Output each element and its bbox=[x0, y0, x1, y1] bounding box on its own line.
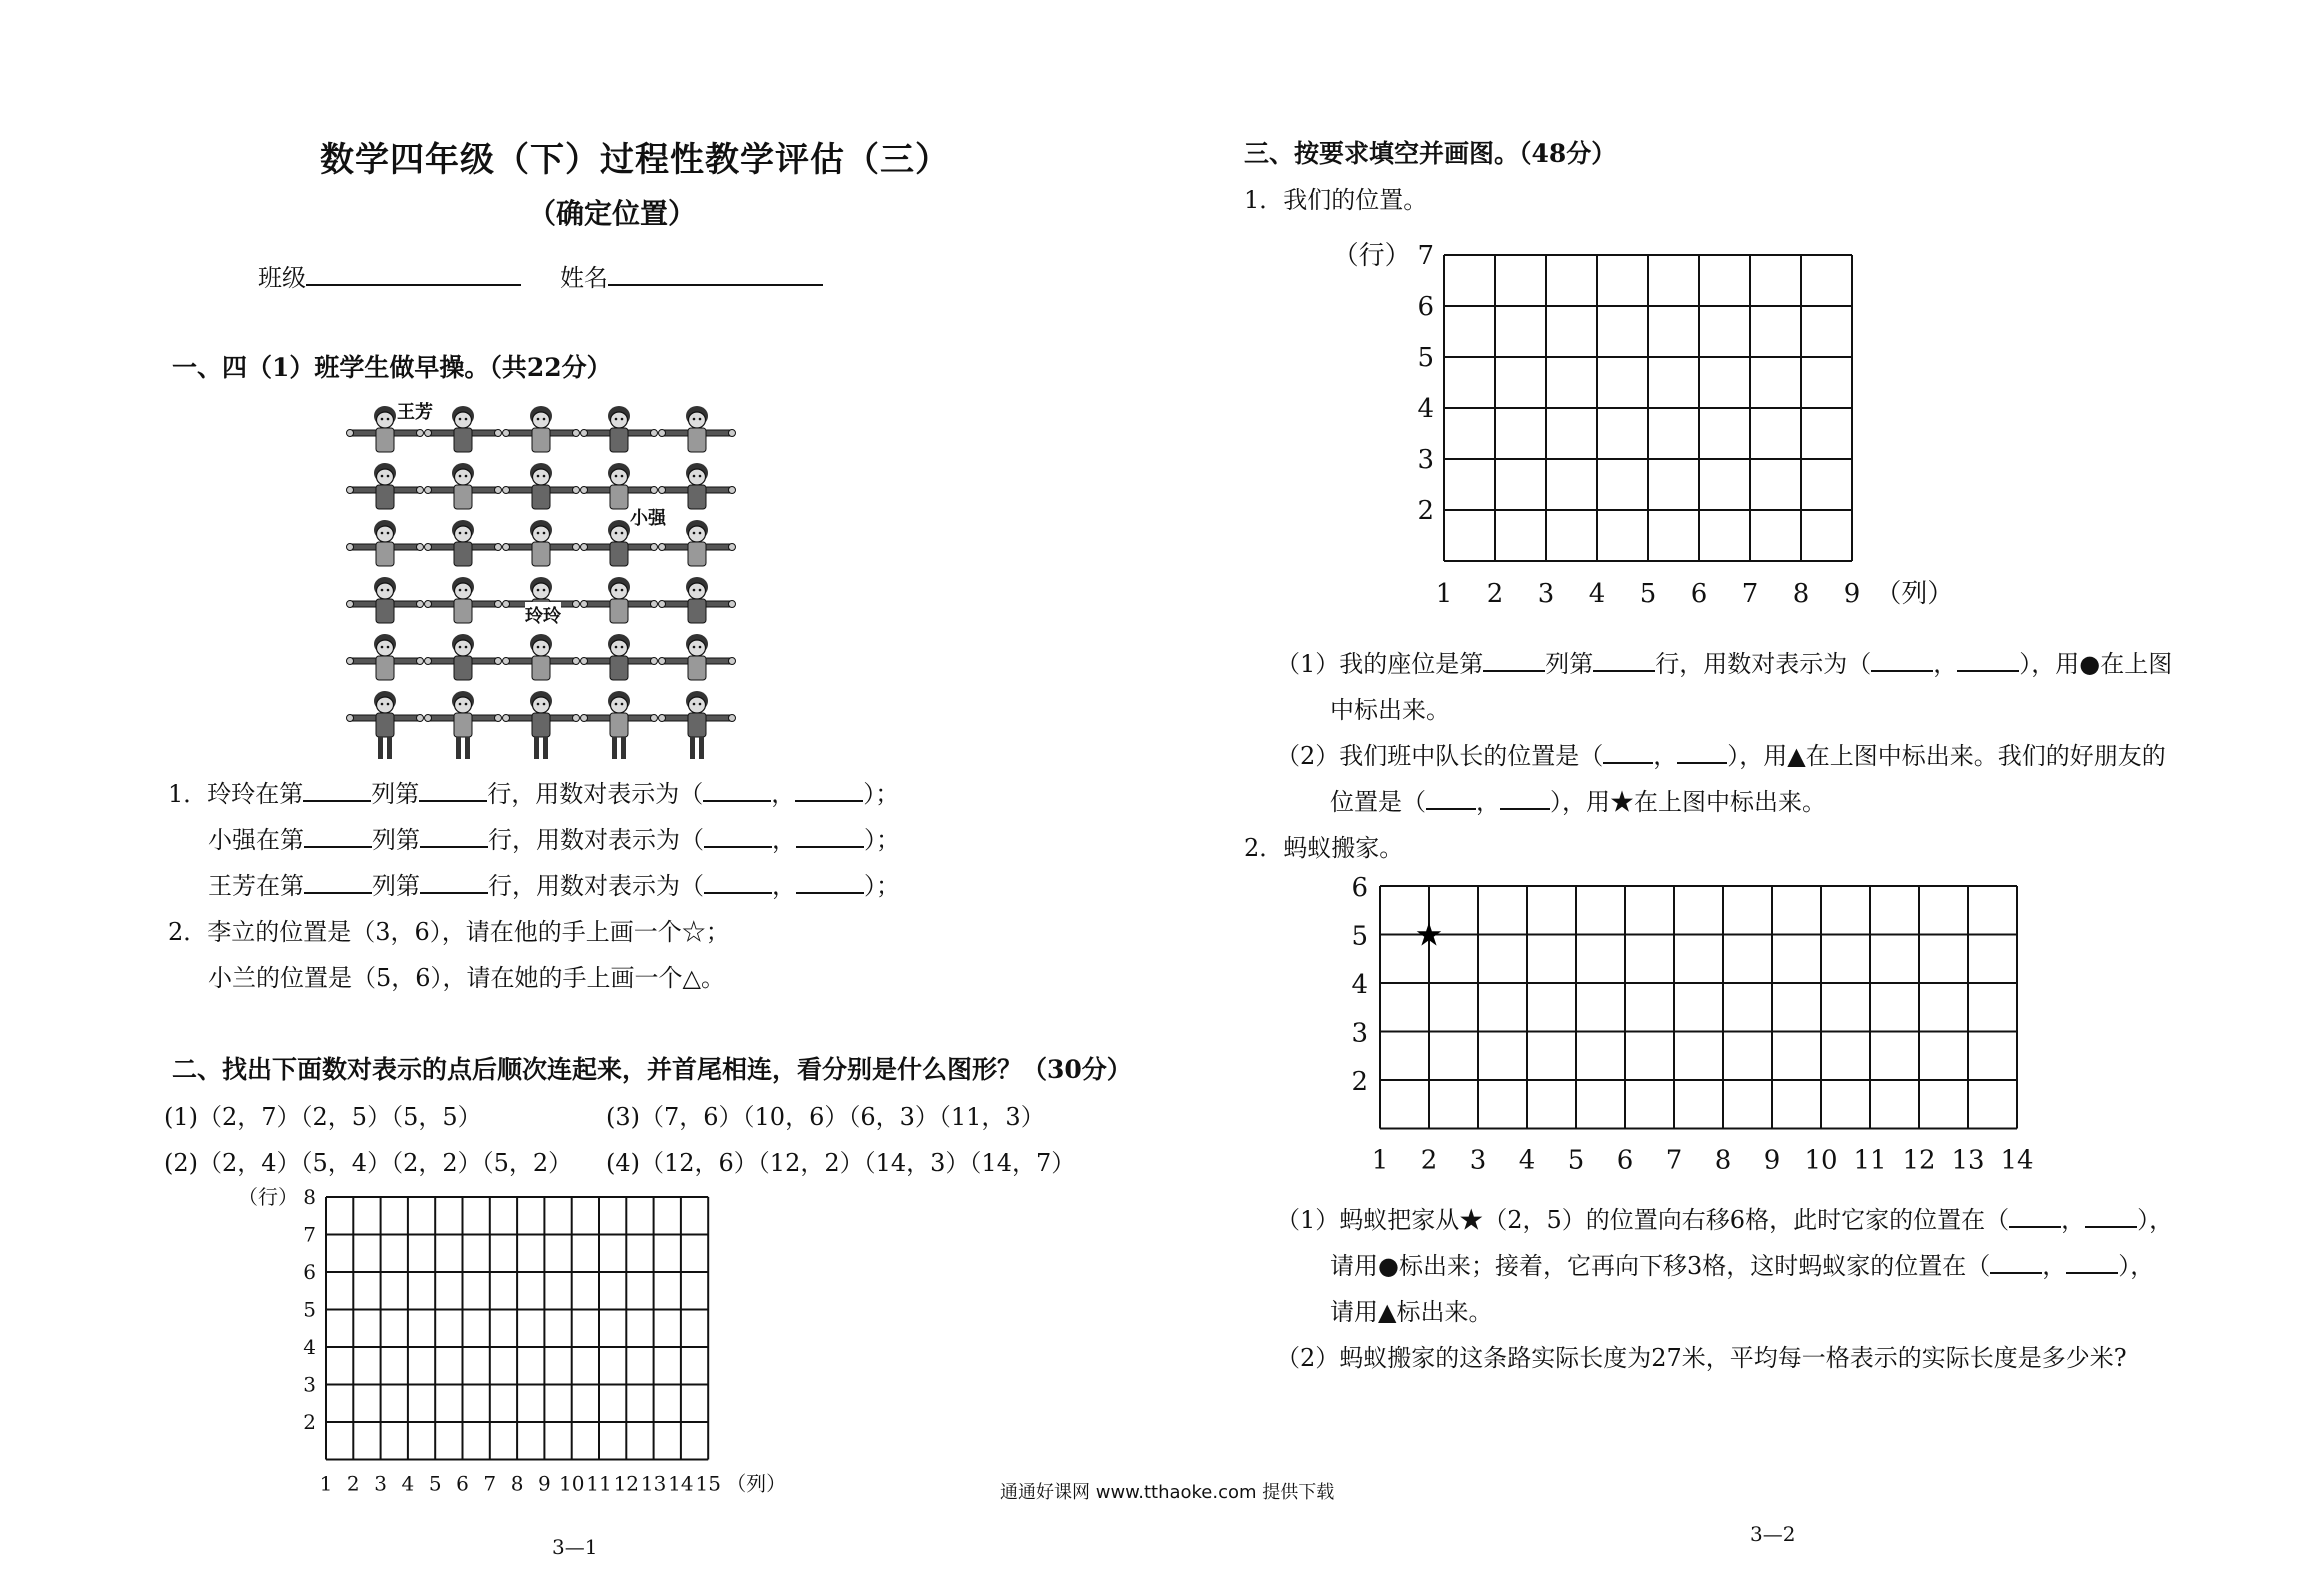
student-figure bbox=[347, 634, 424, 680]
col-tick-label: 9 bbox=[538, 1471, 551, 1496]
col-tick-label: 6 bbox=[1690, 579, 1708, 609]
student-figure bbox=[425, 463, 502, 509]
col-tick-label: 1 bbox=[1371, 1145, 1389, 1176]
student-figure bbox=[425, 406, 502, 452]
blank[interactable] bbox=[1677, 740, 1727, 764]
s3-q1-2-line1 bbox=[1276, 736, 2166, 771]
col-tick-label: 6 bbox=[456, 1471, 469, 1496]
grid-lines bbox=[1380, 886, 2017, 1129]
s3-q2-1-line1 bbox=[1276, 1200, 2173, 1235]
q1-text: 行，用数对表示为（ bbox=[488, 872, 704, 900]
section3-q2-title: 2．蚂蚁搬家。 bbox=[1244, 834, 1404, 862]
section3-heading: 三、按要求填空并画图。（48分） bbox=[1244, 139, 1617, 168]
row-tick-label: 6 bbox=[1351, 872, 1368, 903]
row-tick-label: 7 bbox=[1417, 241, 1434, 272]
student-figure bbox=[503, 463, 580, 509]
text: ， bbox=[1653, 742, 1678, 770]
col-tick-label: 7 bbox=[1741, 579, 1759, 609]
row-tick-label: 4 bbox=[1351, 969, 1368, 1000]
student-figure bbox=[425, 634, 502, 680]
row-tick-label: 8 bbox=[303, 1185, 316, 1209]
col-tick-label: 4 bbox=[401, 1471, 415, 1496]
text: （1）蚂蚁把家从★（2，5）的位置向右移6格，此时它家的位置在（ bbox=[1276, 1206, 2010, 1234]
q2-line1: 2．李立的位置是（3，6），请在他的手上画一个☆； bbox=[168, 918, 730, 946]
blank[interactable] bbox=[1426, 786, 1476, 810]
grid-lines bbox=[1444, 255, 1852, 561]
q1-text: ）； bbox=[864, 826, 900, 854]
col-tick-label: 6 bbox=[1616, 1145, 1634, 1176]
label-wangfang: 王芳 bbox=[397, 398, 433, 424]
blank[interactable] bbox=[304, 824, 372, 848]
pair-item-3: (3)（7，6）（10，6）（6，3）（11，3） bbox=[606, 1103, 1045, 1131]
grid-lines bbox=[326, 1197, 708, 1460]
col-tick-label: 13 bbox=[1951, 1145, 1985, 1176]
text: 位置是（ bbox=[1330, 788, 1426, 816]
col-axis-label: （列） bbox=[1875, 579, 1954, 609]
text: 列第 bbox=[1545, 650, 1594, 678]
text: ）， bbox=[2118, 1252, 2155, 1280]
s3-q2-2: （2）蚂蚁搬家的这条路实际长度为27米，平均每一格表示的实际长度是多少米? bbox=[1276, 1344, 2127, 1372]
blank[interactable] bbox=[420, 824, 488, 848]
q1-line-wangfang bbox=[208, 866, 900, 901]
row-tick-label: 5 bbox=[1417, 343, 1434, 374]
row-tick-label: 4 bbox=[303, 1335, 316, 1359]
q1-text: 列第 bbox=[372, 826, 420, 854]
student-figure bbox=[347, 577, 424, 623]
row-tick-label: 4 bbox=[1417, 394, 1434, 425]
pair-item-4: (4)（12，6）（12，2）（14，3）（14，7） bbox=[606, 1149, 1076, 1177]
student-figure bbox=[581, 634, 658, 680]
grid-section2 bbox=[230, 1175, 1030, 1505]
student-figure bbox=[347, 691, 424, 759]
kids-illustration bbox=[345, 392, 745, 754]
row-tick-label: 5 bbox=[303, 1297, 316, 1322]
text: （2）我们班中队长的位置是（ bbox=[1276, 742, 1604, 770]
text: ， bbox=[1476, 788, 1500, 816]
s3-q1-1-line2: 中标出来。 bbox=[1330, 696, 1450, 724]
col-tick-label: 14 bbox=[668, 1471, 694, 1496]
col-tick-label: 2 bbox=[1486, 579, 1504, 609]
q1-line-lingling bbox=[168, 774, 899, 809]
row-tick-label: 2 bbox=[1417, 496, 1434, 527]
col-tick-label: 5 bbox=[1639, 579, 1657, 609]
student-figure bbox=[659, 463, 736, 509]
blank[interactable] bbox=[796, 870, 864, 894]
text: ），用★在上图中标出来。 bbox=[1550, 788, 1826, 816]
col-tick-label: 15 bbox=[695, 1471, 721, 1496]
row-tick-label: 2 bbox=[1351, 1066, 1368, 1097]
section3-q1-title: 1．我们的位置。 bbox=[1244, 186, 1428, 214]
text: （1）我的座位是第 bbox=[1276, 650, 1484, 678]
blank[interactable] bbox=[2009, 1204, 2061, 1228]
student-figure bbox=[581, 577, 658, 623]
col-tick-label: 9 bbox=[1843, 579, 1861, 609]
blank[interactable] bbox=[703, 778, 771, 802]
col-tick-label: 2 bbox=[1420, 1145, 1438, 1176]
blank[interactable] bbox=[303, 778, 371, 802]
blank[interactable] bbox=[419, 778, 487, 802]
q1-text: 行，用数对表示为（ bbox=[488, 826, 704, 854]
col-tick-label: 1 bbox=[319, 1471, 333, 1496]
row-tick-label: 3 bbox=[303, 1372, 316, 1397]
student-figure bbox=[659, 634, 736, 680]
page-number-right: 3—2 bbox=[1750, 1522, 1796, 1546]
q1-text: 王芳在第 bbox=[208, 872, 304, 900]
col-tick-label: 12 bbox=[1902, 1145, 1936, 1176]
col-tick-label: 10 bbox=[1804, 1145, 1838, 1176]
blank[interactable] bbox=[1990, 1250, 2042, 1274]
col-axis-label: （列） bbox=[726, 1471, 787, 1496]
class-field bbox=[258, 258, 521, 293]
section2-heading: 二、找出下面数对表示的点后顺次连起来，并首尾相连，看分别是什么图形？（30分） bbox=[172, 1055, 1132, 1084]
s3-q2-1-line3: 请用▲标出来。 bbox=[1330, 1298, 1493, 1326]
q1-text: ）； bbox=[863, 780, 900, 808]
student-figure bbox=[659, 691, 736, 759]
row-tick-label: 7 bbox=[303, 1222, 316, 1247]
q1-text: ， bbox=[772, 826, 796, 854]
name-label: 姓名 bbox=[560, 264, 608, 292]
page-number-left: 3—1 bbox=[552, 1535, 598, 1559]
pair-item-2: (2)（2，4）（5，4）（2，2）（5，2） bbox=[164, 1149, 573, 1177]
col-tick-label: 12 bbox=[613, 1471, 640, 1496]
q1-text: 小强在第 bbox=[208, 826, 304, 854]
row-tick-label: 5 bbox=[1351, 921, 1368, 952]
col-tick-label: 8 bbox=[1714, 1145, 1732, 1176]
col-tick-label: 11 bbox=[586, 1471, 612, 1496]
blank[interactable] bbox=[1483, 648, 1545, 672]
col-tick-label: 8 bbox=[1792, 579, 1810, 609]
section1-heading: 一、四（1）班学生做早操。（共22分） bbox=[172, 353, 612, 382]
blank[interactable] bbox=[420, 870, 488, 894]
row-tick-label: 6 bbox=[1417, 292, 1434, 323]
student-figure bbox=[659, 406, 736, 452]
q1-line-xiaoqiang bbox=[208, 820, 900, 855]
blank[interactable] bbox=[1593, 648, 1655, 672]
student-figure bbox=[347, 463, 424, 509]
row-tick-label: 2 bbox=[303, 1410, 316, 1434]
student-figure bbox=[425, 577, 502, 623]
blank[interactable] bbox=[704, 870, 772, 894]
grid-ant-moving bbox=[1330, 858, 2050, 1178]
row-axis-label: （行） bbox=[1332, 241, 1411, 272]
name-blank[interactable] bbox=[608, 262, 823, 286]
page-title: 数学四年级（下）过程性教学评估（三） bbox=[320, 140, 950, 180]
student-figure bbox=[503, 406, 580, 452]
blank[interactable] bbox=[2085, 1204, 2137, 1228]
row-tick-label: 3 bbox=[1351, 1018, 1368, 1049]
blank[interactable] bbox=[1603, 740, 1653, 764]
blank[interactable] bbox=[796, 824, 864, 848]
student-figure bbox=[425, 520, 502, 566]
text: 行，用数对表示为（ bbox=[1655, 650, 1872, 678]
col-tick-label: 3 bbox=[374, 1471, 387, 1496]
blank[interactable] bbox=[795, 778, 863, 802]
col-tick-label: 5 bbox=[1567, 1145, 1585, 1176]
class-label: 班级 bbox=[258, 264, 306, 292]
q1-text: 列第 bbox=[372, 872, 420, 900]
student-figure bbox=[425, 691, 502, 759]
row-tick-label: 3 bbox=[1417, 445, 1434, 476]
col-tick-label: 8 bbox=[510, 1471, 524, 1496]
page-subtitle: （确定位置） bbox=[528, 197, 697, 230]
s3-q1-2-line2 bbox=[1330, 782, 1826, 817]
student-figure bbox=[659, 520, 736, 566]
footer-source: 通通好课网 www.tthaoke.com 提供下载 bbox=[1000, 1482, 1335, 1503]
s3-q1-1-line1 bbox=[1276, 644, 2172, 679]
q1-text: 1．玲玲在第 bbox=[168, 780, 304, 808]
q1-text: 行，用数对表示为（ bbox=[487, 780, 704, 808]
label-xiaoqiang: 小强 bbox=[630, 504, 666, 530]
col-tick-label: 7 bbox=[1665, 1145, 1683, 1176]
col-tick-label: 9 bbox=[1763, 1145, 1781, 1176]
student-figure bbox=[659, 577, 736, 623]
col-tick-label: 1 bbox=[1435, 579, 1453, 609]
col-tick-label: 10 bbox=[558, 1471, 585, 1496]
q1-text: ， bbox=[772, 872, 796, 900]
q2-line2: 小兰的位置是（5，6），请在她的手上画一个△。 bbox=[208, 964, 725, 992]
col-tick-label: 11 bbox=[1853, 1145, 1887, 1176]
blank[interactable] bbox=[304, 870, 372, 894]
blank[interactable] bbox=[1957, 648, 2019, 672]
text: ），用●在上图 bbox=[2019, 650, 2173, 678]
text: ， bbox=[1933, 650, 1958, 678]
name-field bbox=[560, 258, 823, 293]
col-tick-label: 7 bbox=[483, 1471, 497, 1496]
q1-text: ）； bbox=[864, 872, 900, 900]
student-figure bbox=[503, 634, 580, 680]
student-figure bbox=[347, 520, 424, 566]
star-marker: ★ bbox=[1414, 915, 1444, 954]
col-tick-label: 4 bbox=[1518, 1145, 1536, 1176]
student-figure bbox=[581, 691, 658, 759]
s3-q2-1-line2 bbox=[1330, 1246, 2154, 1281]
student-figure bbox=[503, 520, 580, 566]
row-tick-label: 6 bbox=[303, 1260, 316, 1284]
col-tick-label: 13 bbox=[640, 1471, 667, 1496]
blank[interactable] bbox=[704, 824, 772, 848]
col-tick-label: 3 bbox=[1469, 1145, 1487, 1176]
q1-text: 列第 bbox=[371, 780, 420, 808]
student-figure bbox=[581, 406, 658, 452]
class-blank[interactable] bbox=[306, 262, 521, 286]
student-figure bbox=[503, 691, 580, 759]
row-axis-label: （行） bbox=[238, 1185, 298, 1209]
text: ， bbox=[2061, 1206, 2086, 1234]
col-tick-label: 4 bbox=[1588, 579, 1606, 609]
blank[interactable] bbox=[1871, 648, 1933, 672]
col-tick-label: 2 bbox=[346, 1471, 360, 1496]
col-tick-label: 3 bbox=[1537, 579, 1555, 609]
text: ），用▲在上图中标出来。我们的好朋友的 bbox=[1727, 742, 2166, 770]
text: ）， bbox=[2137, 1206, 2174, 1234]
q1-text: ， bbox=[771, 780, 796, 808]
text: 请用●标出来；接着，它再向下移3格，这时蚂蚁家的位置在（ bbox=[1330, 1252, 1991, 1280]
exercise-figure bbox=[345, 392, 745, 754]
label-lingling: 玲玲 bbox=[525, 602, 561, 628]
text: ， bbox=[2042, 1252, 2067, 1280]
blank[interactable] bbox=[2066, 1250, 2118, 1274]
col-tick-label: 5 bbox=[428, 1471, 442, 1496]
blank[interactable] bbox=[1500, 786, 1550, 810]
grid-our-positions bbox=[1332, 235, 1960, 609]
pair-item-1: (1)（2，7）（2，5）（5，5） bbox=[164, 1103, 482, 1131]
col-tick-label: 14 bbox=[2000, 1145, 2034, 1176]
student-figure bbox=[581, 463, 658, 509]
